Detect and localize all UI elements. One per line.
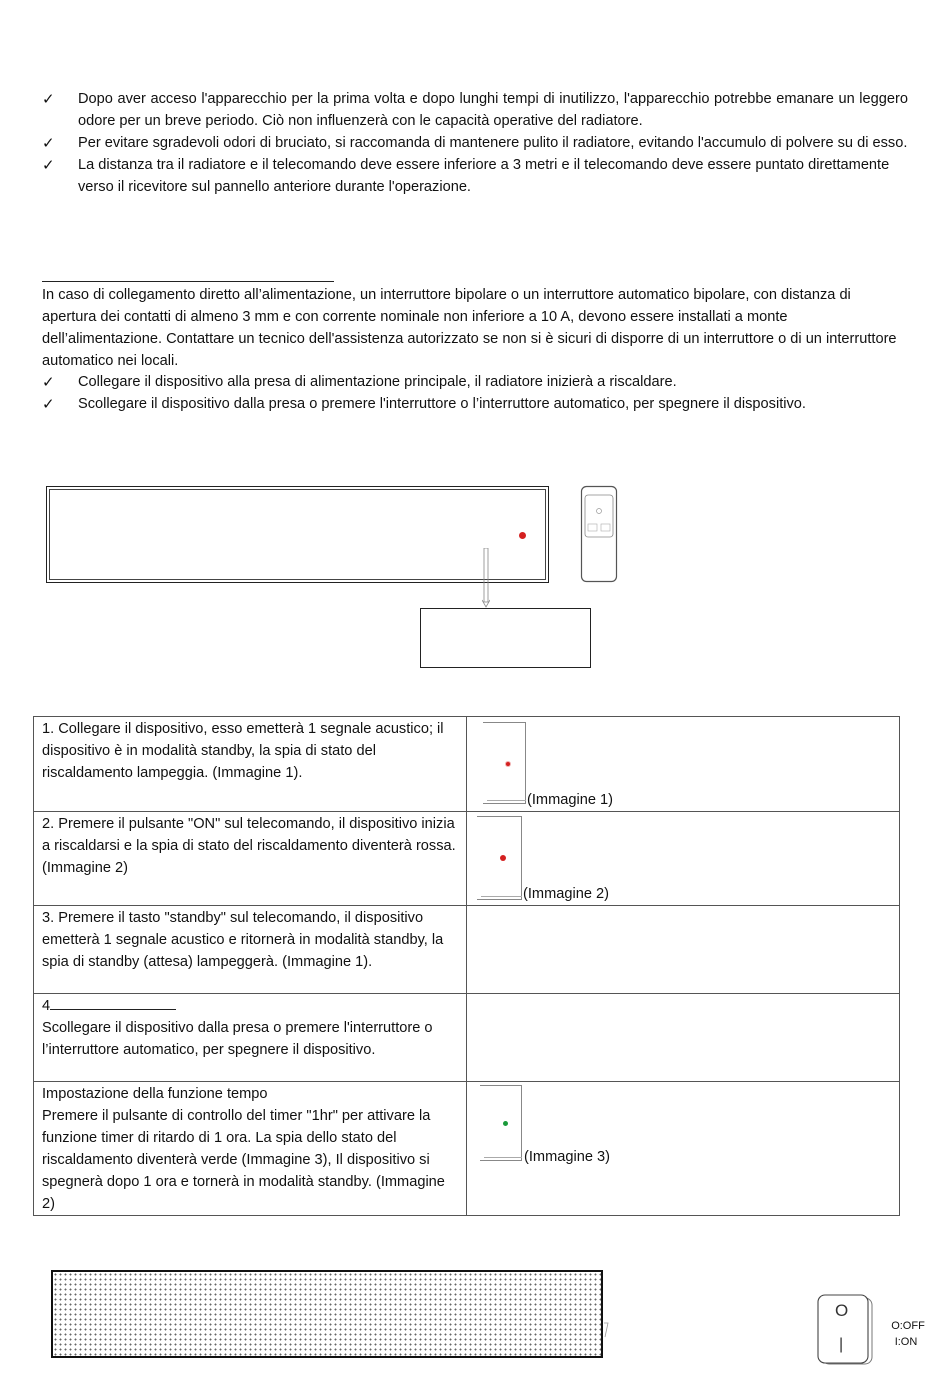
figure-caption: (Immagine 1) bbox=[527, 792, 613, 808]
blinking-indicator-light bbox=[506, 762, 510, 766]
on-symbol: | bbox=[839, 1336, 844, 1353]
step-text: Premere il pulsante di controllo del timer "1hr" per attivare la funzione timer di ritardo di 1 ora. La spia dello stato del riscaldamento diventerà verde (Immagine 3), Il dispositivo si spegnerà dopo 1 ora e tornerà in modalità standby. (Immagine 2) bbox=[42, 1108, 445, 1212]
radiator-side-image bbox=[51, 1270, 603, 1358]
step-text: 1. Collegare il dispositivo, esso emetterà 1 segnale acustico; il dispositivo è in modalità standby, la spia di stato del riscaldamento lampeggia. (Immagine 1). bbox=[34, 717, 467, 812]
checkmark-icon: ✓ bbox=[42, 156, 55, 174]
rocker-switch-image bbox=[816, 1294, 874, 1366]
table-row bbox=[34, 812, 900, 906]
figure-caption: (Immagine 3) bbox=[524, 1149, 610, 1165]
pointer-arrow bbox=[482, 548, 490, 608]
panel-figure bbox=[483, 722, 526, 804]
checkmark-icon: ✓ bbox=[42, 395, 55, 413]
step-heading-rule bbox=[50, 997, 176, 1010]
connection-paragraph: In caso di collegamento diretto all’alimentazione, un interruttore bipolare o un interruttore automatico bipolare, con distanza di apertura dei contatti di almeno 3 mm e con corrente nominale non inferiore a 10 A, devono essere installati a monte dell’alimentazione. Contattare un tecnico dell'assistenza autorizzato se non si è sicuri di disporre di un interruttore o di un interruttore automatico nei locali. bbox=[42, 287, 897, 369]
step-text: 2. Premere il pulsante "ON" sul telecomando, il dispositivo inizia a riscaldarsi e la spia di stato del riscaldamento diventerà rossa. (Immagine 2) bbox=[34, 812, 467, 906]
table-row bbox=[34, 906, 900, 994]
step-figure-cell bbox=[467, 717, 900, 812]
checkmark-icon: ✓ bbox=[42, 90, 55, 108]
remote-control-image bbox=[580, 485, 618, 583]
checkmark-icon: ✓ bbox=[42, 373, 55, 391]
table-row bbox=[34, 717, 900, 812]
usage-notes-list bbox=[42, 88, 908, 198]
step-text: 3. Premere il tasto "standby" sul telecomando, il dispositivo emetterà 1 segnale acustico e ritornerà in modalità standby, la spia di standby (attesa) lampeggerà. (Immagine 1). bbox=[34, 906, 467, 994]
red-indicator-light bbox=[500, 855, 506, 861]
table-row bbox=[34, 994, 900, 1082]
radiator-panel-image bbox=[46, 486, 549, 583]
receiver-detail-box bbox=[420, 608, 591, 668]
switch-legend-off: O:OFF bbox=[891, 1320, 925, 1332]
step-figure-cell bbox=[467, 906, 900, 994]
list-item: ✓ Scollegare il dispositivo dalla presa o premere l'interruttore o l’interruttore automatico, per spegnere il dispositivo. bbox=[42, 395, 806, 413]
section-heading-rule bbox=[42, 281, 334, 282]
step-heading: Impostazione della funzione tempo bbox=[42, 1086, 268, 1102]
green-indicator-light bbox=[503, 1121, 508, 1126]
step-text: Scollegare il dispositivo dalla presa o premere l'interruttore o l’interruttore automatico, per spegnere il dispositivo. bbox=[42, 1020, 433, 1058]
step-figure-cell bbox=[467, 994, 900, 1082]
list-item: ✓ Dopo aver acceso l'apparecchio per la prima volta e dopo lunghi tempi di inutilizzo, l'apparecchio potrebbe emanare un leggero odore per un breve periodo. Ciò non influenzerà con le capacità operative del radiatore. bbox=[42, 90, 908, 129]
step-figure-cell bbox=[467, 812, 900, 906]
switch-legend-on: I:ON bbox=[894, 1336, 918, 1348]
operation-steps-table bbox=[33, 716, 900, 1216]
panel-figure bbox=[480, 1085, 522, 1161]
step-number: 4 bbox=[42, 995, 458, 1017]
step-figure-cell bbox=[467, 1082, 900, 1216]
off-symbol: O bbox=[835, 1301, 849, 1320]
connection-steps-list bbox=[42, 371, 908, 415]
figure-caption: (Immagine 2) bbox=[523, 886, 609, 902]
list-item: ✓ Per evitare sgradevoli odori di bruciato, si raccomanda di mantenere pulito il radiatore, evitando l'accumulo di polvere su di esso. bbox=[42, 134, 908, 152]
checkmark-icon: ✓ bbox=[42, 134, 55, 152]
table-row bbox=[34, 1082, 900, 1216]
list-item: ✓ La distanza tra il radiatore e il telecomando deve essere inferiore a 3 metri e il telecomando deve essere puntato direttamente verso il ricevitore sul pannello anteriore durante l'operazione. bbox=[42, 156, 890, 195]
list-item: ✓ Collegare il dispositivo alla presa di alimentazione principale, il radiatore inizierà a riscaldare. bbox=[42, 373, 677, 391]
indicator-light bbox=[519, 532, 526, 539]
radiator-edge-mark bbox=[603, 1322, 609, 1338]
